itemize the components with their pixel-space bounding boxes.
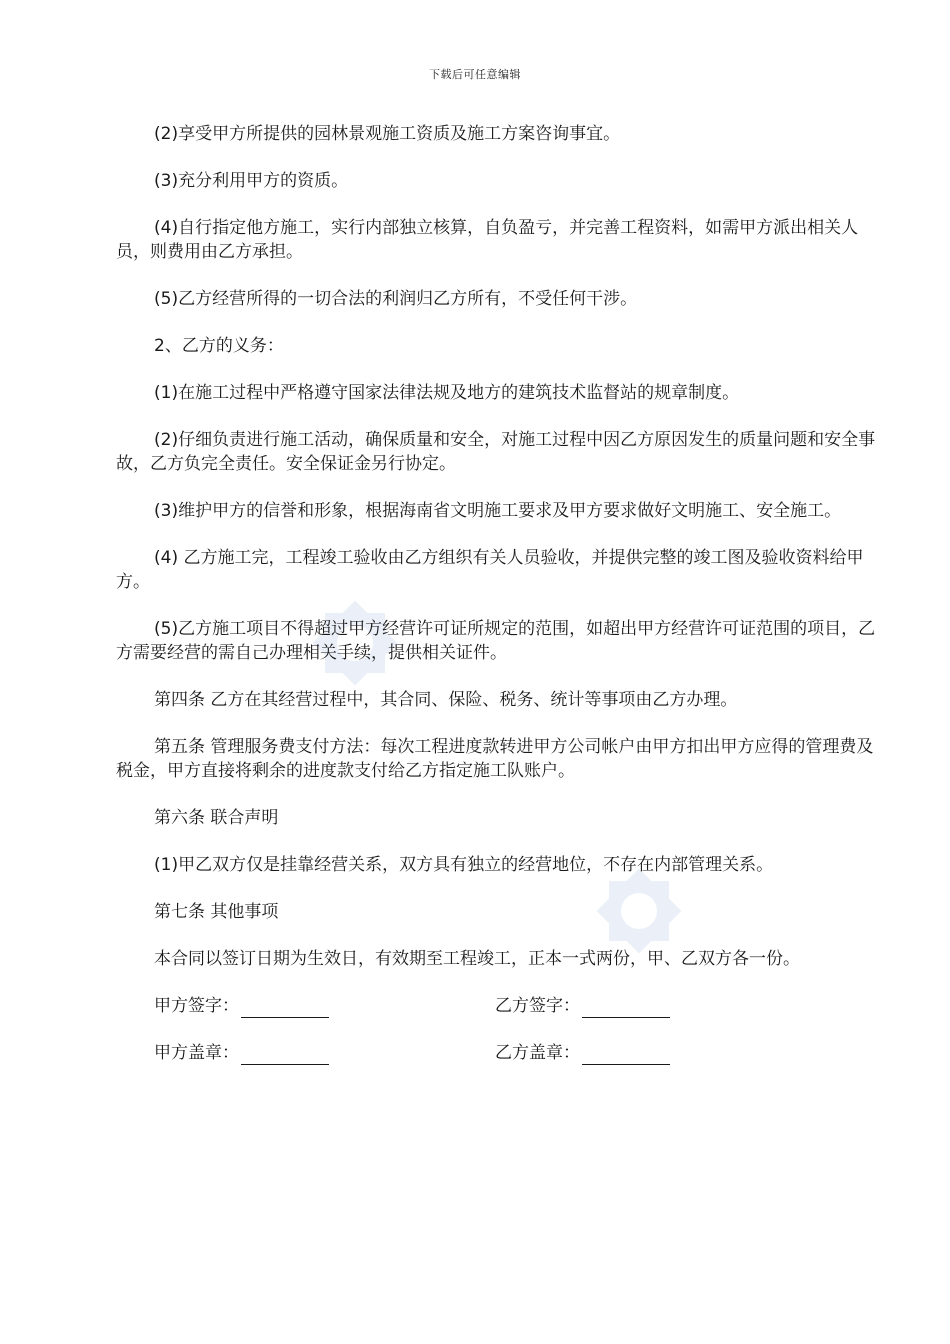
party-a-seal-label: 甲方盖章： <box>154 1043 239 1063</box>
section-heading: 第七条 其他事项 <box>154 902 279 922</box>
paragraph: (5)乙方经营所得的一切合法的利润归乙方所有，不受任何干涉。 <box>154 289 638 309</box>
paragraph: (4)自行指定他方施工，实行内部独立核算，自负盈亏，并完善工程资料，如需甲方派出相关人员，则费用由乙方承担。 <box>116 218 859 262</box>
paragraph: 第四条 乙方在其经营过程中，其合同、保险、税务、统计等事项由乙方办理。 <box>154 690 738 710</box>
page-header: 下载后可任意编辑 <box>429 68 521 81</box>
party-a-signature <box>154 994 495 1018</box>
party-b-sign-label: 乙方签字： <box>495 996 580 1016</box>
party-b-sign-line <box>582 999 670 1018</box>
party-a-sign-line <box>241 999 329 1018</box>
paragraph: (1)在施工过程中严格遵守国家法律法规及地方的建筑技术监督站的规章制度。 <box>154 383 740 403</box>
signature-row <box>116 994 876 1018</box>
paragraph: (2)享受甲方所提供的园林景观施工资质及施工方案咨询事宜。 <box>154 124 621 144</box>
document-body <box>116 122 876 1088</box>
paragraph: (5)乙方施工项目不得超过甲方经营许可证所规定的范围，如超出甲方经营许可证范围的项目，乙方需要经营的需自己办理相关手续，提供相关证件。 <box>116 619 876 663</box>
paragraph: (1)甲乙双方仅是挂靠经营关系，双方具有独立的经营地位，不存在内部管理关系。 <box>154 855 774 875</box>
party-a-seal-line <box>241 1046 329 1065</box>
paragraph: (2)仔细负责进行施工活动，确保质量和安全，对施工过程中因乙方原因发生的质量问题和安全事故，乙方负完全责任。安全保证金另行协定。 <box>116 430 876 474</box>
party-b-seal <box>495 1041 836 1065</box>
paragraph: (4) 乙方施工完，工程竣工验收由乙方组织有关人员验收，并提供完整的竣工图及验收资料给甲方。 <box>116 548 864 592</box>
seal-row <box>116 1041 876 1065</box>
party-b-seal-label: 乙方盖章： <box>495 1043 580 1063</box>
party-a-sign-label: 甲方签字： <box>154 996 239 1016</box>
section-heading: 2、乙方的义务： <box>154 336 284 356</box>
party-b-signature <box>495 994 836 1018</box>
paragraph: (3)维护甲方的信誉和形象，根据海南省文明施工要求及甲方要求做好文明施工、安全施工。 <box>154 501 842 521</box>
paragraph: 第五条 管理服务费支付方法：每次工程进度款转进甲方公司帐户由甲方扣出甲方应得的管理费及税金，甲方直接将剩余的进度款支付给乙方指定施工队账户。 <box>116 737 874 781</box>
party-a-seal <box>154 1041 495 1065</box>
section-heading: 第六条 联合声明 <box>154 808 279 828</box>
party-b-seal-line <box>582 1046 670 1065</box>
paragraph: 本合同以签订日期为生效日，有效期至工程竣工，正本一式两份，甲、乙双方各一份。 <box>154 949 800 969</box>
paragraph: (3)充分利用甲方的资质。 <box>154 171 349 191</box>
